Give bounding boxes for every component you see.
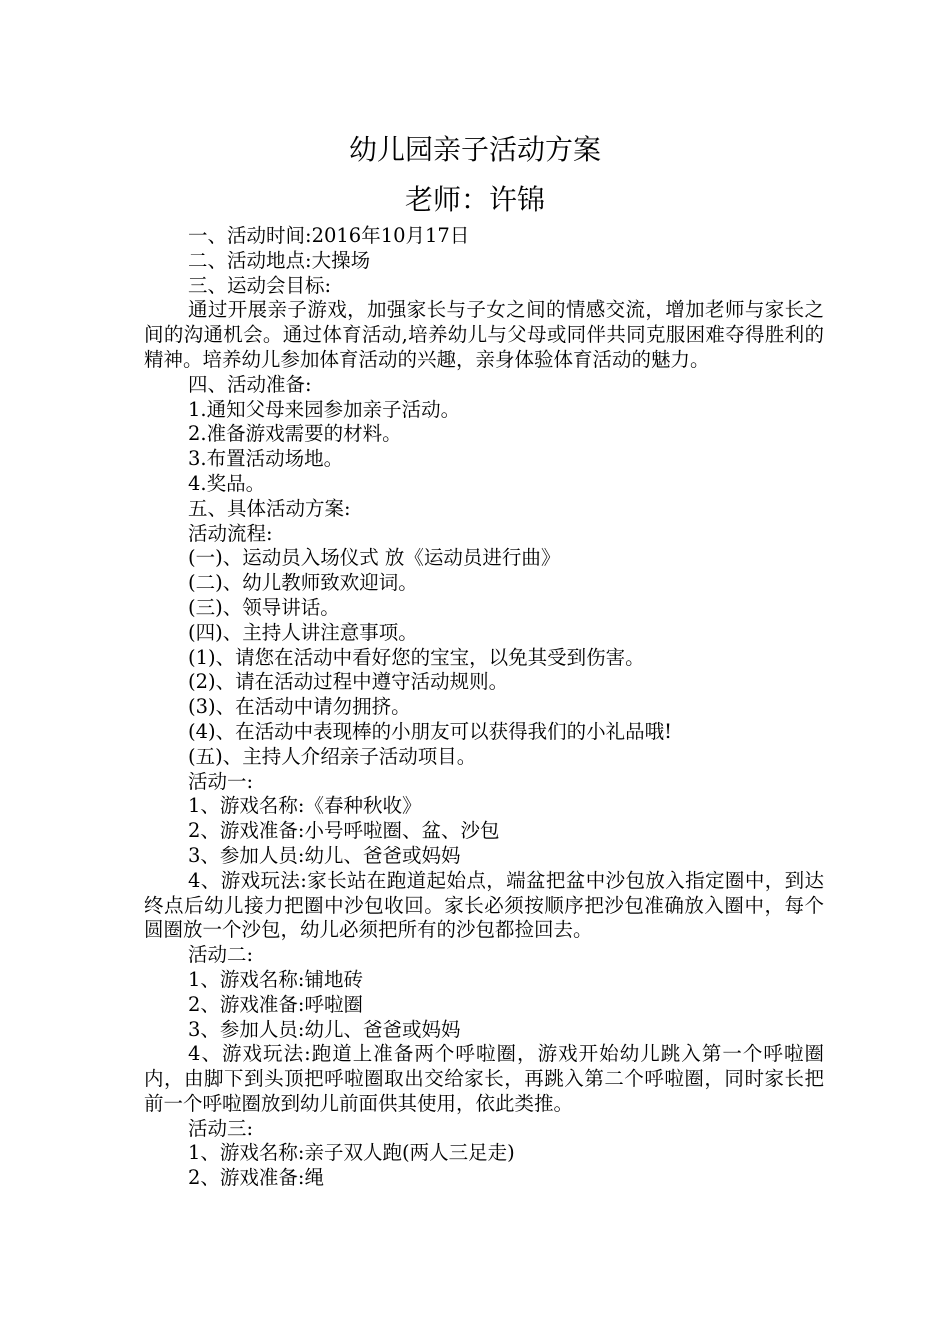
document-paragraph: (2)、请在活动过程中遵守活动规则。 [188,670,509,694]
document-paragraph: 3、参加人员:幼儿、爸爸或妈妈 [188,843,461,867]
document-paragraph: 1、游戏名称:《春种秋收》 [188,794,422,818]
document-subtitle: 老师：许锦 [404,183,545,216]
document-paragraph: 3、参加人员:幼儿、爸爸或妈妈 [188,1017,461,1041]
document-paragraph: 活动二: [188,943,254,967]
document-paragraph: (四)、主持人讲注意事项。 [188,620,418,644]
document-paragraph: 4、游戏玩法:家长站在跑道起始点，端盆把盆中沙包放入指定圈中，到达终点后幼儿接力把圈中沙包收回。家长必须按顺序把沙包准确放入圈中，每个圆圈放一个沙包，幼儿必须把所有的沙包都捡回去。 [144,868,824,942]
document-paragraph: (1)、请您在活动中看好您的宝宝，以免其受到伤害。 [188,645,645,669]
document-paragraph: (三)、领导讲话。 [188,595,340,619]
document-paragraph: (五)、主持人介绍亲子活动项目。 [188,744,477,768]
document-paragraph: 2.准备游戏需要的材料。 [188,422,402,446]
document-paragraph: 2、游戏准备:绳 [188,1166,324,1190]
document-paragraph: (二)、幼儿教师致欢迎词。 [188,571,418,595]
document-paragraph: 1、游戏名称:亲子双人跑(两人三足走) [188,1141,515,1165]
document-paragraph: 通过开展亲子游戏，加强家长与子女之间的情感交流，增加老师与家长之间的沟通机会。通过体育活动,培养幼儿与父母或同伴共同克服困难夺得胜利的精神。培养幼儿参加体育活动的兴趣，亲身体验体育活动的魅力。 [144,298,824,371]
document-paragraph: (3)、在活动中请勿拥挤。 [188,695,411,719]
document-paragraph: 三、运动会目标: [188,273,332,297]
document-paragraph: 4、游戏玩法:跑道上准备两个呼啦圈，游戏开始幼儿跳入第一个呼啦圈内，由脚下到头顶把呼啦圈取出交给家长，再跳入第二个呼啦圈，同时家长把前一个呼啦圈放到幼儿前面供其使用，依此类推。 [144,1042,824,1115]
document-paragraph: 1.通知父母来园参加亲子活动。 [188,397,461,421]
document-paragraph: 活动流程: [188,521,273,545]
document-paragraph: (4)、在活动中表现棒的小朋友可以获得我们的小礼品哦! [188,719,672,743]
document-body [144,224,824,1191]
document-paragraph: 二、活动地点:大操场 [188,248,371,272]
document-paragraph: 一、活动时间:2016年10月17日 [188,224,470,247]
document-paragraph: 活动一: [188,769,254,793]
document-paragraph: 2、游戏准备:小号呼啦圈、盆、沙包 [188,819,500,843]
document-paragraph: (一)、运动员入场仪式 放《运动员进行曲》 [188,546,561,570]
document-paragraph: 1、游戏名称:铺地砖 [188,967,363,991]
document-paragraph: 4.奖品。 [188,471,266,495]
document-paragraph: 活动三: [188,1116,254,1140]
document-paragraph: 四、活动准备: [188,372,312,396]
document-title: 幼儿园亲子活动方案 [348,133,601,166]
document-paragraph: 2、游戏准备:呼啦圈 [188,992,363,1016]
document-paragraph: 五、具体活动方案: [188,496,351,520]
document-paragraph: 3.布置活动场地。 [188,447,344,471]
